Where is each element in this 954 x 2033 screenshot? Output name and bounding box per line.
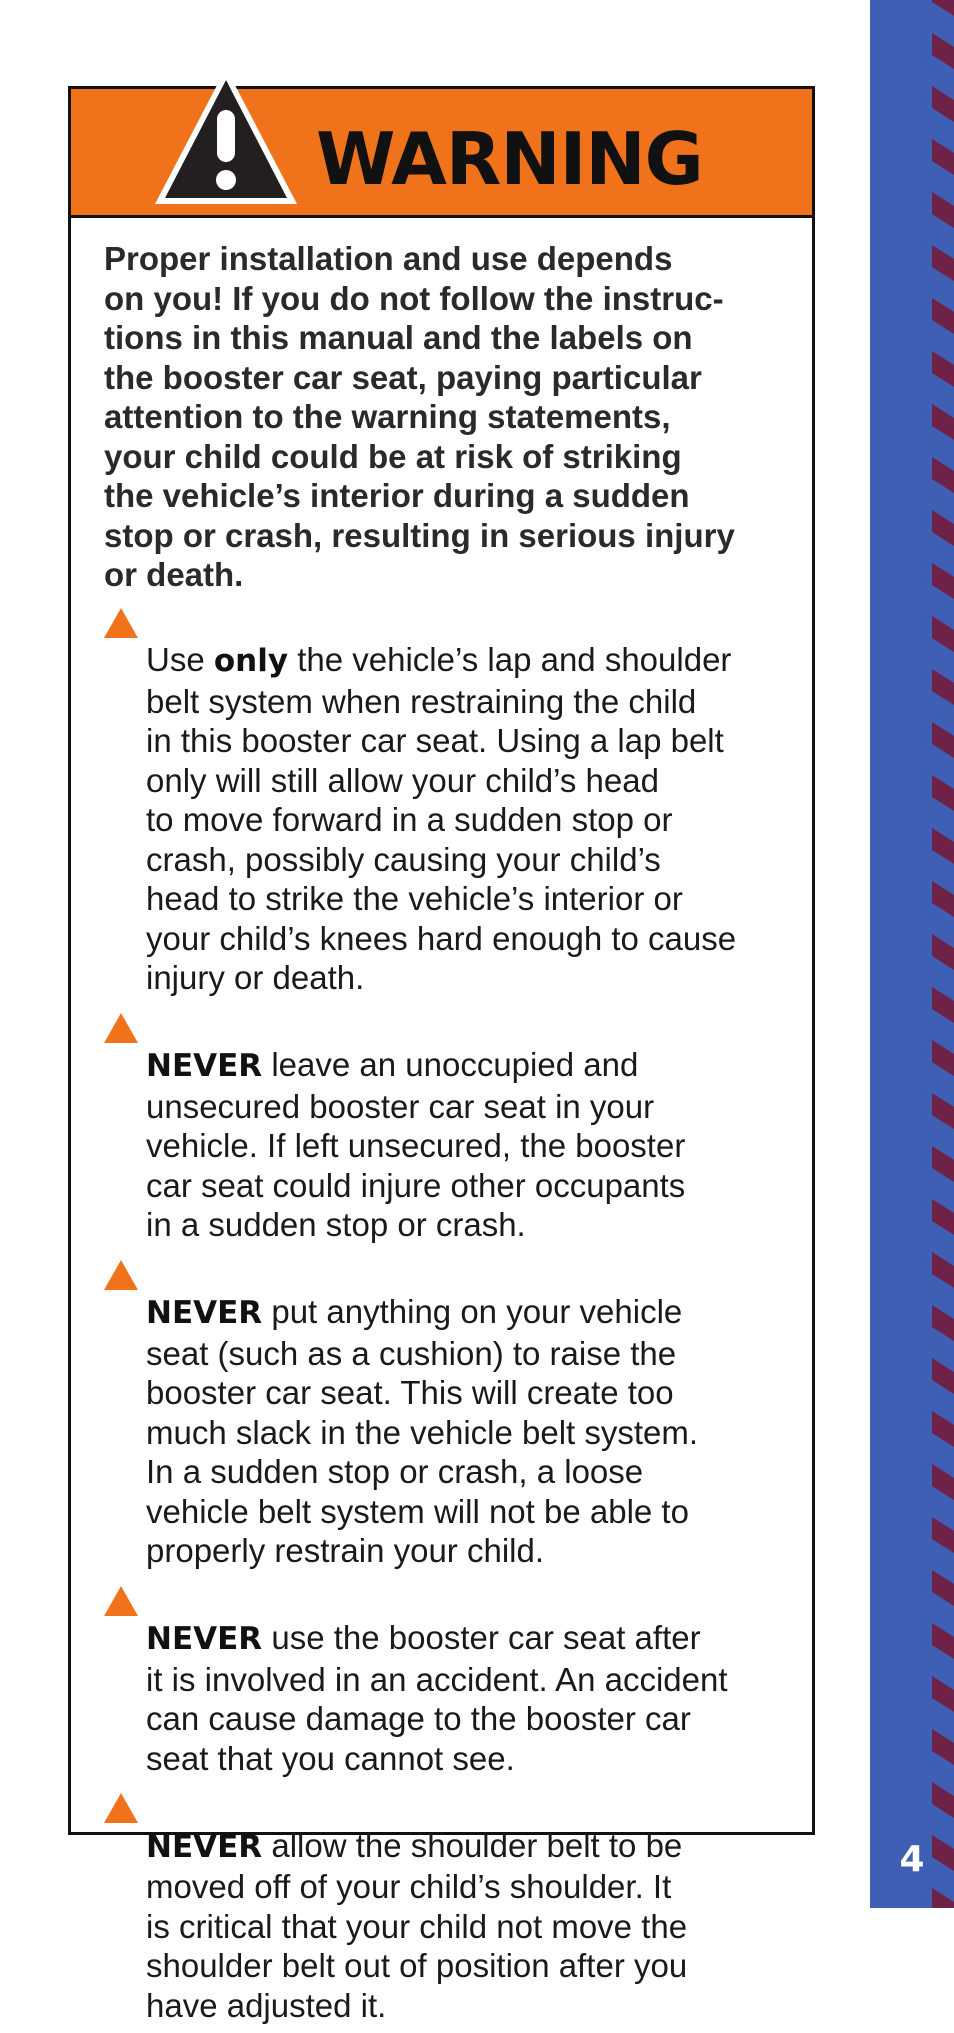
warning-bullet-icon [104,1260,138,1290]
warning-triangle-icon [151,64,301,210]
warning-body [104,239,804,2033]
bullet-text: the vehicle’s lap and shoulder belt system when restraining the child in this booster car seat. Using a lap belt only will still allow your child’s head to move forward in a sudden stop or crash, possibly causing your child’s head to strike the vehicle’s interior or your child’s knees hard enough to cause injury or death. [146,641,737,996]
list-item [104,601,804,998]
bullet-lead: Use [146,641,214,678]
bullet-emphasis: NEVER [146,1621,263,1657]
warning-header [71,89,812,218]
warning-bullet-icon [104,608,138,638]
bullet-emphasis: NEVER [146,1828,263,1865]
warning-list [104,601,804,2026]
bullet-text: leave an unoccupied and unsecured booster car seat in your vehicle. If left unsecured, the booster car seat could injure other occupants in a sudden stop or crash. [146,1046,686,1243]
side-decorative-band [870,0,954,1908]
bullet-emphasis: only [213,643,289,679]
bullet-text: allow the shoulder belt to be moved off of your child’s shoulder. It is critical that your child not move the shoulder belt out of position after you have adjusted it. [146,1826,688,2024]
list-item [104,1579,804,1779]
bullet-emphasis: NEVER [146,1048,263,1084]
list-item [104,1786,804,2025]
diagonal-stripes [870,0,954,1908]
warning-bullet-icon [104,1586,138,1616]
warning-bullet-icon [104,1793,138,1823]
list-item [104,1253,804,1571]
bullet-text: put anything on your vehicle seat (such as a cushion) to raise the booster car seat. This will create too much slack in the vehicle belt system. In a sudden stop or crash, a loose vehicle belt system will not be able to properly restrain your child. [146,1293,699,1569]
bullet-text: use the booster car seat after it is involved in an accident. An accident can cause damage to the booster car seat that you cannot see. [146,1619,728,1777]
warning-title: WARNING [316,117,703,201]
page-number: 4 [899,1839,925,1880]
bullet-emphasis: NEVER [146,1295,263,1331]
warning-bullet-icon [104,1013,138,1043]
list-item [104,1006,804,1245]
warning-intro: Proper installation and use depends on you! If you do not follow the instruc- tions in this manual and the labels on the booster car seat, paying particular attention to the warning statements, your child could be at risk of striking the vehicle’s interior during a sudden stop or crash, resulting in serious injury or death. [104,240,735,593]
warning-box [68,86,815,2024]
